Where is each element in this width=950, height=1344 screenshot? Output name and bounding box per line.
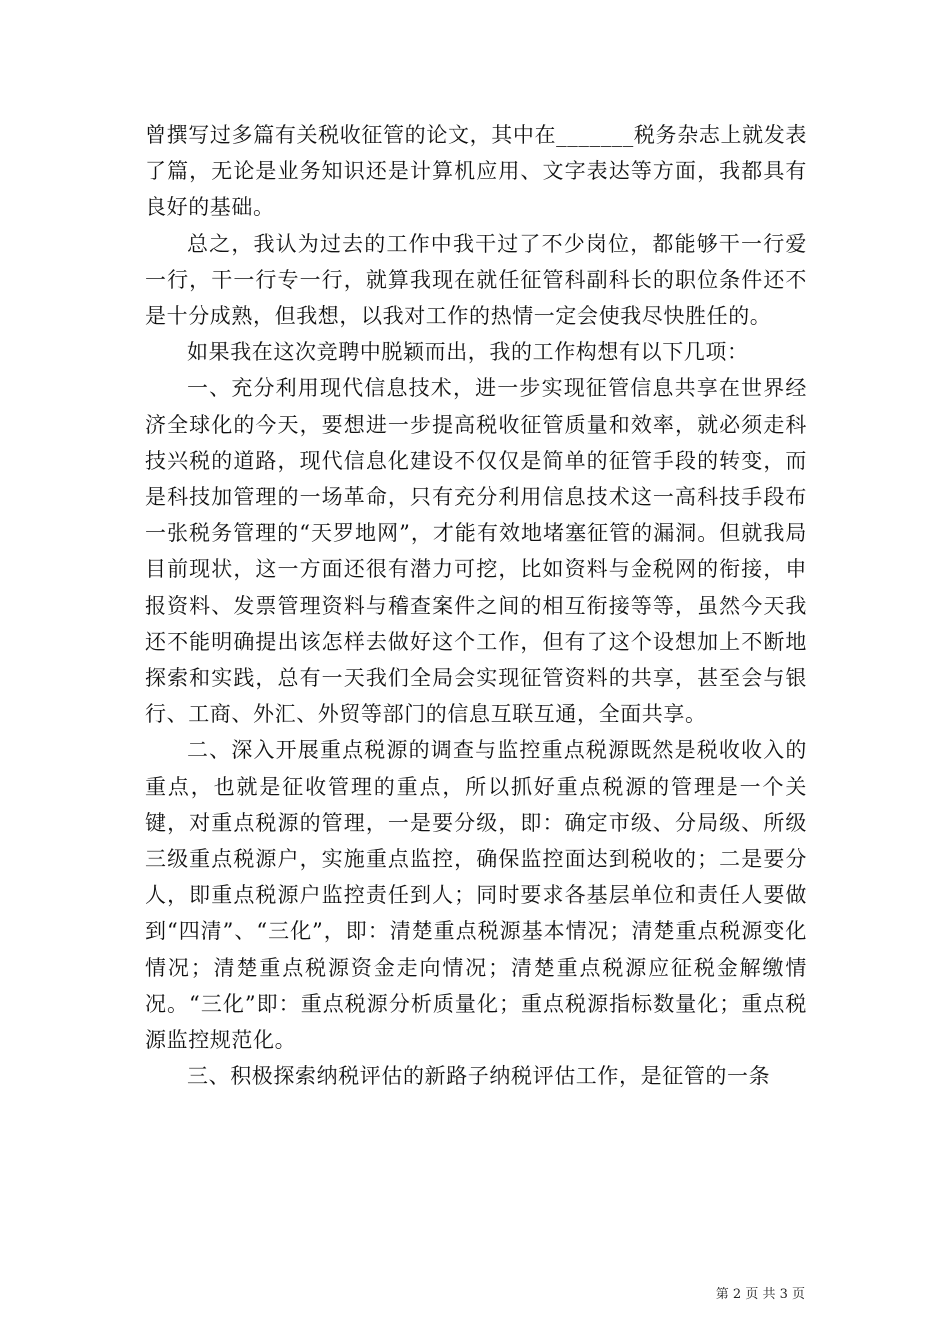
page-number: 第 2 页 共 3 页 <box>715 1287 805 1302</box>
paragraph-intro: 如果我在这次竞聘中脱颖而出，我的工作构想有以下几项： <box>187 340 749 365</box>
paragraph-point-2: 二、深入开展重点税源的调查与监控重点税源既然是税收收入的重点，也就是征收管理的重点，所以抓好重点税源的管理是一个关键，对重点税源的管理，一是要分级，即：确定市级、分局级、所级三级重点税源户，实施重点监控，确保监控面达到税收的；二是要分人，即重点税源户监控责任到人；同时要求各基层单位和责任人要做到“四清”、“三化”，即：清楚重点税源基本情况；清楚重点税源变化情况；清楚重点税源资金走向情况；清楚重点税源应征税金解缴情况。“三化”即：重点税源分析质量化；重点税源指标数量化；重点税源监控规范化。 <box>145 738 807 1053</box>
paragraph-summary: 总之，我认为过去的工作中我干过了不少岗位，都能够干一行爱一行，干一行专一行，就算我现在就任征管科副科长的职位条件还不是十分成熟，但我想，以我对工作的热情一定会使我尽快胜任的。 <box>145 231 807 329</box>
paragraph-point-3: 三、积极探索纳税评估的新路子纳税评估工作，是征管的一条 <box>187 1064 771 1089</box>
paragraph-point-1: 一、充分利用现代信息技术，进一步实现征管信息共享在世界经济全球化的今天，要想进一步提高税收征管质量和效率，就必须走科技兴税的道路，现代信息化建设不仅仅是简单的征管手段的转变，而是科技加管理的一场革命，只有充分利用信息技术这一高科技手段布一张税务管理的“天罗地网”，才能有效地堵塞征管的漏洞。但就我局目前现状，这一方面还很有潜力可挖，比如资料与金税网的衔接，申报资料、发票管理资料与稽查案件之间的相互衔接等等，虽然今天我还不能明确提出该怎样去做好这个工作，但有了这个设想加上不断地探索和实践，总有一天我们全局会实现征管资料的共享，甚至会与银行、工商、外汇、外贸等部门的信息互联互通，全面共享。 <box>145 376 807 727</box>
body-text <box>145 117 807 1094</box>
paragraph-continuation: 曾撰写过多篇有关税收征管的论文，其中在_______税务杂志上就发表了篇，无论是业务知识还是计算机应用、文字表达等方面，我都具有良好的基础。 <box>145 123 807 220</box>
